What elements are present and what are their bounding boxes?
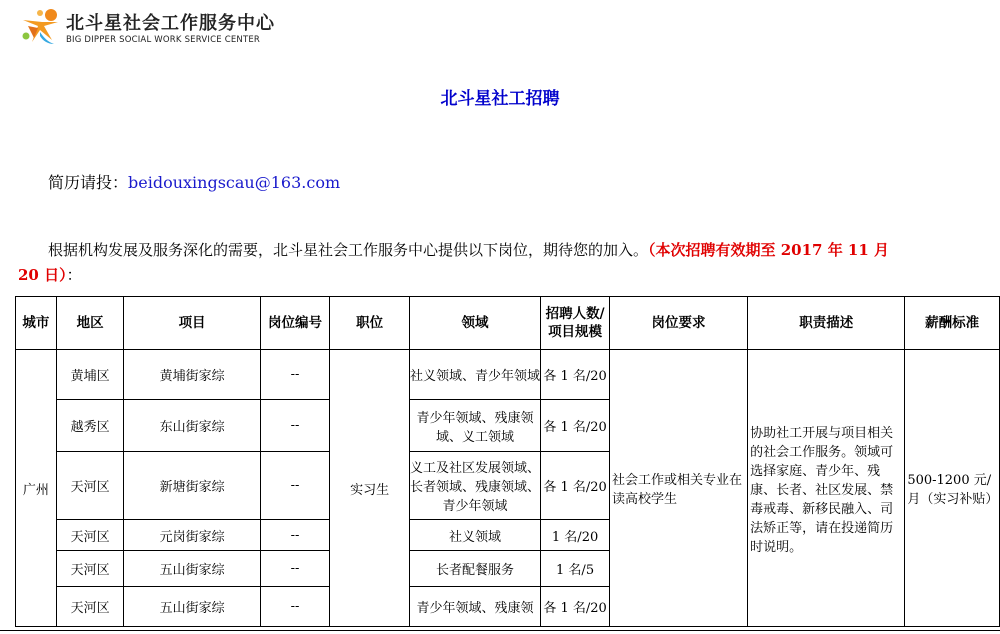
- cell-recruit: 1 名/5: [541, 551, 610, 587]
- cell-district: 天河区: [56, 452, 124, 520]
- validity-notice-end: 20 日）: [18, 266, 67, 284]
- cell-requirement: 社会工作或相关专业在读高校学生: [609, 350, 747, 627]
- cell-field: 社义领域、青少年领域: [409, 350, 540, 400]
- header-recruit-line2: 项目规模: [548, 324, 603, 340]
- page-bottom-divider: [0, 630, 1000, 631]
- header-recruit: [541, 297, 610, 350]
- logo: [18, 6, 278, 48]
- cell-code: --: [260, 551, 330, 587]
- header-salary: 薪酬标准: [905, 297, 1000, 350]
- cell-code: --: [260, 400, 330, 452]
- cell-district: 天河区: [56, 587, 124, 627]
- cell-code: --: [260, 587, 330, 627]
- intro-paragraph: [18, 238, 958, 288]
- header-position: 职位: [330, 297, 410, 350]
- cell-recruit: 各 1 名/20: [541, 400, 610, 452]
- intro-text: 根据机构发展及服务深化的需要，北斗星社会工作服务中心提供以下岗位，期待您的加入。: [48, 241, 649, 259]
- resume-line: [48, 170, 340, 193]
- cell-project: 东山街家综: [124, 400, 260, 452]
- cell-district: 天河区: [56, 520, 124, 551]
- star-logo-icon: [18, 6, 62, 48]
- table-header-row: [16, 297, 1000, 350]
- cell-recruit: 各 1 名/20: [541, 350, 610, 400]
- cell-city: 广州: [16, 350, 57, 627]
- cell-field: 青少年领域、残康领: [409, 587, 540, 627]
- header-job-code: 岗位编号: [260, 297, 330, 350]
- cell-code: --: [260, 350, 330, 400]
- cell-field: 长者配餐服务: [409, 551, 540, 587]
- cell-duty: 协助社工开展与项目相关的社会工作服务。领域可选择家庭、青少年、残康、长者、社区发展、禁毒戒毒、新移民融入、司法矫正等，请在投递简历时说明。: [748, 350, 905, 627]
- cell-salary: 500-1200 元/月（实习补贴）: [905, 350, 1000, 627]
- cell-project: 五山街家综: [124, 587, 260, 627]
- cell-project: 元岗街家综: [124, 520, 260, 551]
- cell-project: 黄埔街家综: [124, 350, 260, 400]
- cell-field: 青少年领域、残康领域、义工领域: [409, 400, 540, 452]
- cell-project: 五山街家综: [124, 551, 260, 587]
- cell-district: 天河区: [56, 551, 124, 587]
- resume-label: 简历请投：: [48, 173, 129, 192]
- header-city: 城市: [16, 297, 57, 350]
- resume-email-link[interactable]: beidouxingscau@163.com: [128, 173, 341, 192]
- header-recruit-line1: 招聘人数/: [545, 306, 605, 322]
- job-table: [15, 296, 1000, 627]
- cell-project: 新塘街家综: [124, 452, 260, 520]
- logo-name-en: BIG DIPPER SOCIAL WORK SERVICE CENTER: [66, 35, 261, 45]
- cell-code: --: [260, 520, 330, 551]
- cell-field: 义工及社区发展领域、长者领域、残康领域、青少年领域: [409, 452, 540, 520]
- cell-district: 越秀区: [56, 400, 124, 452]
- cell-code: --: [260, 452, 330, 520]
- cell-position: 实习生: [330, 350, 410, 627]
- cell-field: 社义领域: [409, 520, 540, 551]
- header-duty: 职责描述: [748, 297, 905, 350]
- cell-recruit: 1 名/20: [541, 520, 610, 551]
- header-field: 领域: [409, 297, 540, 350]
- header-requirement: 岗位要求: [609, 297, 747, 350]
- cell-recruit: 各 1 名/20: [541, 587, 610, 627]
- header-district: 地区: [56, 297, 124, 350]
- cell-recruit: 各 1 名/20: [541, 452, 610, 520]
- table-row: [16, 350, 1000, 400]
- intro-colon: ：: [66, 266, 82, 284]
- validity-notice: （本次招聘有效期至 2017 年 11 月: [648, 241, 890, 259]
- cell-district: 黄埔区: [56, 350, 124, 400]
- page-title: 北斗星社工招聘: [440, 89, 560, 109]
- logo-name-cn: 北斗星社会工作服务中心: [66, 13, 275, 34]
- header-project: 项目: [124, 297, 260, 350]
